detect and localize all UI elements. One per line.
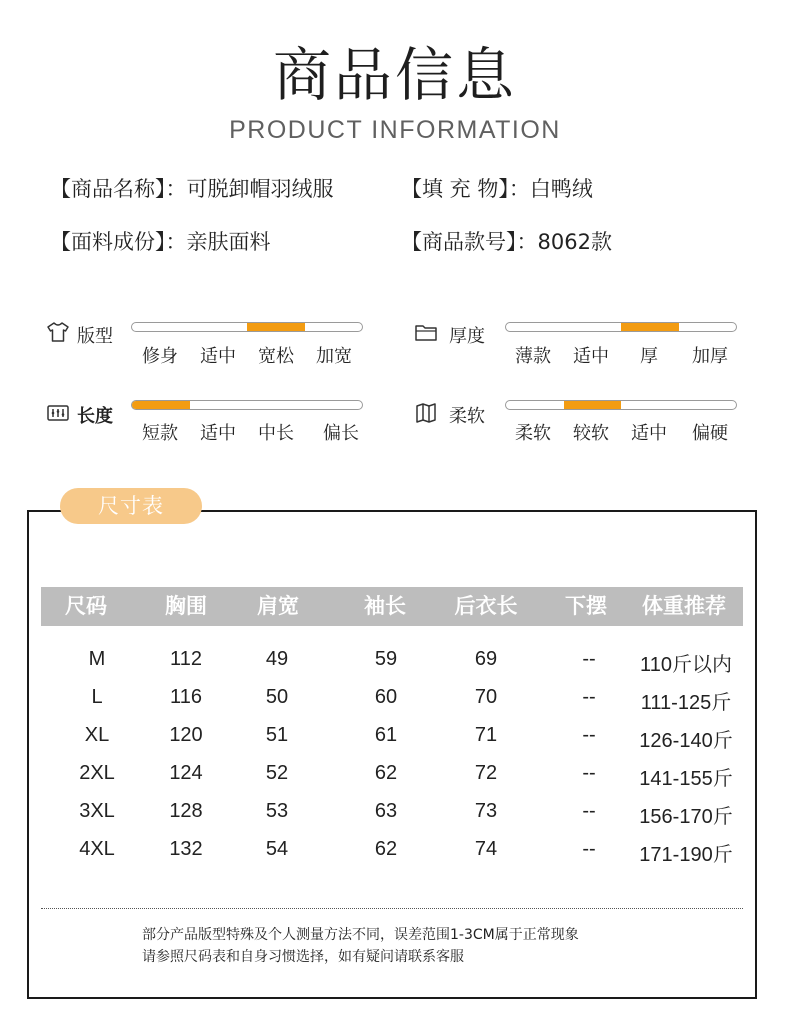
length-option: 偏长 <box>323 423 359 444</box>
info-style-number <box>401 226 612 256</box>
size-table-cell: 74 <box>474 838 498 860</box>
size-table-cell: 116 <box>170 686 202 708</box>
page-title: 商品信息 <box>272 41 517 109</box>
header-size: 尺码 <box>65 594 107 618</box>
size-table-cell: 63 <box>374 800 398 822</box>
size-table-cell: 60 <box>374 686 398 708</box>
page-subtitle: PRODUCT INFORMATION <box>229 116 561 144</box>
header-length: 后衣长 <box>454 594 518 618</box>
softness-option: 较软 <box>573 423 609 444</box>
fit-indicator <box>247 323 305 331</box>
header-hem: 下摆 <box>565 594 607 618</box>
fabric-icon <box>414 401 438 425</box>
size-table-cell: 126-140斤 <box>639 730 733 752</box>
size-chart-title: 尺寸表 <box>60 488 202 524</box>
size-table-cell: 62 <box>374 838 398 860</box>
size-table-cell: 70 <box>474 686 498 708</box>
softness-track <box>505 400 737 410</box>
size-table-cell: 54 <box>265 838 289 860</box>
info-value: 亲肤面料 <box>186 230 271 254</box>
size-table-cell: 69 <box>474 648 498 670</box>
size-table-cell: 61 <box>374 724 398 746</box>
thickness-indicator <box>621 323 679 331</box>
thickness-option: 厚 <box>640 346 658 367</box>
size-table-cell: 128 <box>169 800 203 822</box>
note-line: 部分产品版型特殊及个人测量方法不同，误差范围1-3CM属于正常现象 <box>142 927 579 943</box>
size-table-cell: 111-125斤 <box>640 692 732 714</box>
size-table-cell: 51 <box>265 724 289 746</box>
thickness-option: 适中 <box>573 346 609 367</box>
size-table-cell: -- <box>582 648 596 670</box>
info-value: 可脱卸帽羽绒服 <box>186 177 334 201</box>
ruler-icon <box>46 401 70 425</box>
length-option: 短款 <box>142 423 178 444</box>
length-option: 适中 <box>200 423 236 444</box>
header-sleeve: 袖长 <box>364 594 406 618</box>
info-filling <box>401 173 593 203</box>
thickness-track <box>505 322 737 332</box>
tshirt-icon <box>46 320 70 344</box>
size-table-cell: XL <box>84 724 110 746</box>
size-table-cell: 52 <box>265 762 289 784</box>
info-product-name <box>50 173 334 203</box>
size-table-cell: L <box>91 686 103 708</box>
thickness-option: 薄款 <box>515 346 551 367</box>
fit-option: 加宽 <box>316 346 352 367</box>
fit-track <box>131 322 363 332</box>
size-table-cell: 132 <box>169 838 203 860</box>
fit-option: 适中 <box>200 346 236 367</box>
length-option: 中长 <box>258 423 294 444</box>
size-table-cell: 53 <box>265 800 289 822</box>
softness-option: 柔软 <box>515 423 551 444</box>
size-table-cell: 72 <box>474 762 498 784</box>
info-label: 【商品名称】： <box>50 177 187 201</box>
size-table-cell: 73 <box>474 800 498 822</box>
attribute-label: 版型 <box>77 326 113 347</box>
info-label: 【填 充 物】： <box>401 177 530 201</box>
info-fabric <box>50 226 271 256</box>
softness-indicator <box>564 401 622 409</box>
info-value: 8062款 <box>537 230 612 254</box>
folder-icon <box>414 320 438 344</box>
size-table-cell: 4XL <box>79 838 115 860</box>
info-label: 【面料成份】： <box>50 230 187 254</box>
size-table-cell: 124 <box>169 762 203 784</box>
divider <box>41 908 743 909</box>
size-table-header <box>41 587 743 626</box>
attribute-label: 长度 <box>77 406 113 427</box>
header-chest: 胸围 <box>165 594 207 618</box>
size-table-cell: 171-190斤 <box>639 844 733 866</box>
size-table-cell: 112 <box>170 648 202 670</box>
size-table-cell: 71 <box>474 724 498 746</box>
size-table-cell: 141-155斤 <box>639 768 733 790</box>
size-table-cell: -- <box>582 724 596 746</box>
softness-option: 偏硬 <box>692 423 728 444</box>
size-table-cell: -- <box>582 838 596 860</box>
size-table-cell: 120 <box>169 724 203 746</box>
size-table-cell: 62 <box>374 762 398 784</box>
header-shoulder: 肩宽 <box>257 594 299 618</box>
size-table-cell: -- <box>582 762 596 784</box>
info-label: 【商品款号】： <box>401 230 538 254</box>
size-table-cell: 110斤以内 <box>640 654 732 676</box>
info-value: 白鸭绒 <box>529 177 593 201</box>
header-weight: 体重推荐 <box>642 594 726 618</box>
thickness-option: 加厚 <box>692 346 728 367</box>
attribute-label: 柔软 <box>449 406 485 427</box>
fit-option: 修身 <box>142 346 178 367</box>
size-table-cell: 2XL <box>79 762 115 784</box>
softness-option: 适中 <box>631 423 667 444</box>
size-table-cell: 156-170斤 <box>639 806 733 828</box>
size-table-cell: 59 <box>374 648 398 670</box>
length-indicator <box>132 401 190 409</box>
size-table-cell: 3XL <box>79 800 115 822</box>
note-line: 请参照尺码表和自身习惯选择，如有疑问请联系客服 <box>142 949 464 965</box>
attribute-label: 厚度 <box>449 326 485 347</box>
size-table-cell: -- <box>582 686 596 708</box>
size-table-cell: 50 <box>265 686 289 708</box>
size-table-cell: -- <box>582 800 596 822</box>
size-table-cell: M <box>88 648 106 670</box>
fit-option: 宽松 <box>258 346 294 367</box>
length-track <box>131 400 363 410</box>
size-table-cell: 49 <box>265 648 289 670</box>
